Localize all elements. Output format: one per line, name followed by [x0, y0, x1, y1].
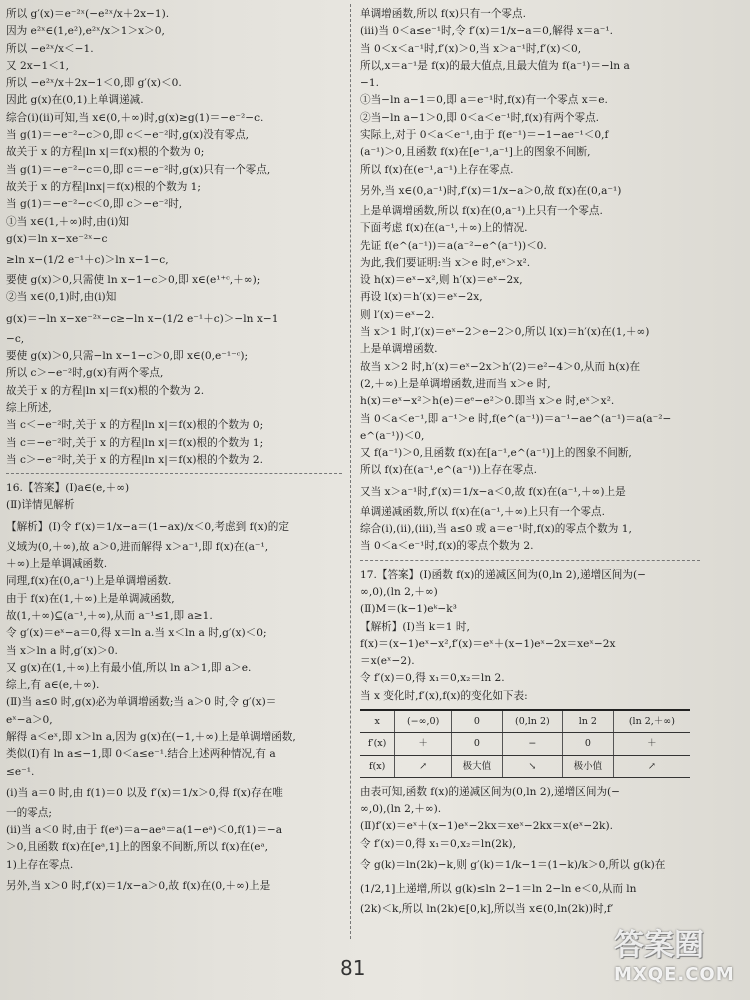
text-line: 下面考虑 f(x)在(a⁻¹,＋∞)上的情况. — [360, 222, 528, 235]
text-line: 单调增函数,所以 f(x)只有一个零点. — [360, 8, 526, 20]
table-row — [360, 733, 690, 755]
watermark-site: MXQE.COM — [614, 964, 735, 985]
section-divider — [6, 473, 342, 474]
text-line: (ii)当 a＜0 时,由于 f(eᵃ)＝a−aeᵃ＝a(1−eᵃ)＜0,f(1)＝−a — [6, 824, 283, 837]
text-line: 当 x 变化时,f′(x),f(x)的变化如下表: — [360, 689, 528, 702]
text-line: 综上所述, — [6, 401, 52, 414]
variation-table — [360, 709, 690, 778]
table-cell: ↗ — [395, 755, 452, 777]
table-cell: f′(x) — [360, 733, 395, 755]
text-line: 又 2x−1＜1, — [6, 59, 69, 72]
text-line: 所以 −e²ˣ/x＜−1. — [6, 42, 94, 55]
text-line: 当 g(1)＝−e⁻²−c＜0,即 c＞−e⁻²时, — [6, 198, 183, 211]
text-line: 故关于 x 的方程|lnx|＝f(x)根的个数为 1; — [6, 180, 201, 193]
text-line: ＋∞)上是单调减函数. — [6, 558, 108, 571]
text-line: 故关于 x 的方程|ln x|＝f(x)根的个数为 2. — [6, 384, 205, 397]
watermark-logo-text: 答案圈 — [614, 928, 704, 963]
text-line: 由于 f(x)在(1,＋∞)上是单调减函数, — [6, 592, 175, 605]
text-line: 所以 f(x)在(e⁻¹,a⁻¹)上存在零点. — [360, 163, 514, 176]
table-cell: (ln 2,＋∞) — [613, 710, 690, 733]
text-line: 为此,我们要证明:当 x＞e 时,eˣ＞x². — [360, 256, 531, 269]
text-line: 令 f′(x)＝0,得 x₁＝0,x₂＝ln 2. — [360, 672, 505, 685]
text-line: ≤e⁻¹. — [6, 765, 35, 778]
text-line: ②当 x∈(0,1)时,由(i)知 — [6, 291, 117, 304]
text-line: (1/2,1]上递增,所以 g(k)≤ln 2−1＝ln 2−ln e＜0,从而 ln — [360, 883, 637, 896]
text-line: 先证 f(e^(a⁻¹))＝a(a⁻²−e^(a⁻¹))＜0. — [360, 239, 547, 252]
text-line: 当 c＞−e⁻²时,关于 x 的方程|ln x|＝f(x)根的个数为 2. — [6, 453, 264, 466]
text-line: 当 0＜a＜e⁻¹,即 a⁻¹＞e 时,f(e^(a⁻¹))＝a⁻¹−ae^(a⁻¹)＝a(a⁻²− — [360, 412, 672, 425]
section-divider — [360, 560, 700, 561]
text-line: 所以 c＞−e⁻²时,g(x)有两个零点, — [6, 367, 164, 380]
text-line: 当 0＜a＜e⁻¹时,f(x)的零点个数为 2. — [360, 540, 534, 553]
table-cell: (0,ln 2) — [502, 710, 562, 733]
page-number: 81 — [340, 956, 366, 980]
text-line: 当 c＜−e⁻²时,关于 x 的方程|ln x|＝f(x)根的个数为 0; — [6, 419, 264, 432]
text-line: 故关于 x 的方程|ln x|＝f(x)根的个数为 0; — [6, 146, 205, 159]
text-line: 所以,x＝a⁻¹是 f(x)的最大值点,且最大值为 f(a⁻¹)＝−ln a — [360, 59, 630, 72]
text-line: (iii)当 0＜a≤e⁻¹时,令 f′(x)＝1/x−a＝0,解得 x＝a⁻¹. — [360, 25, 613, 38]
table-cell: − — [502, 733, 562, 755]
text-line: 故当 x＞2 时,h′(x)＝eˣ−2x＞h′(2)＝e²−4＞0,从而 h(x)在 — [360, 360, 641, 373]
text-line: (Ⅱ)M＝(k−1)eᵏ−k³ — [360, 603, 457, 616]
table-row — [360, 755, 690, 777]
text-line: 另外,当 x∈(0,a⁻¹)时,f′(x)＝1/x−a＞0,故 f(x)在(0,a⁻¹) — [360, 184, 622, 197]
text-line: (Ⅱ)当 a≤0 时,g(x)必为单调增函数;当 a＞0 时,令 g′(x)＝ — [6, 696, 277, 709]
text-line: 又当 x＞a⁻¹时,f′(x)＝1/x−a＜0,故 f(x)在(a⁻¹,＋∞)上是 — [360, 485, 626, 498]
text-line: ①当 x∈(1,＋∞)时,由(i)知 — [6, 215, 129, 228]
text-line: ＝x(eˣ−2). — [360, 655, 415, 668]
text-line: f(x)＝(x−1)eˣ−x²,f′(x)＝eˣ＋(x−1)eˣ−2x＝xeˣ−2x — [360, 637, 616, 650]
text-line: −1. — [360, 77, 379, 90]
text-line: 另外,当 x＞0 时,f′(x)＝1/x−a＞0,故 f(x)在(0,＋∞)上是 — [6, 880, 271, 893]
text-line: 当 x＞1 时,l′(x)＝eˣ−2＞e−2＞0,所以 l(x)＝h′(x)在(1,＋∞) — [360, 326, 650, 339]
text-line: h(x)＝eˣ−x²＞h(e)＝eᵉ−e²＞0.即当 x＞e 时,eˣ＞x². — [360, 395, 615, 408]
q16-answer: 16.【答案】(Ⅰ)a∈(e,＋∞) — [6, 482, 130, 495]
text-line: g(x)＝ln x−xe⁻²ˣ−c — [6, 232, 108, 245]
q17-solution-start: 【解析】(Ⅰ)当 k＝1 时, — [360, 620, 470, 633]
table-cell: x — [360, 710, 395, 733]
text-line: 综上,有 a∈(e,＋∞). — [6, 679, 100, 692]
text-line: 所以 g′(x)＝e⁻²ˣ(−e²ˣ/x＋2x−1). — [6, 8, 170, 20]
table-cell: (−∞,0) — [395, 710, 452, 733]
text-line: (a⁻¹)＞0,且函数 f(x)在[e⁻¹,a⁻¹]上的图象不间断, — [360, 146, 591, 159]
text-line: 当 x＞ln a 时,g′(x)＞0. — [6, 644, 118, 657]
right-column — [360, 6, 700, 918]
text-line: 1)上存在零点. — [6, 858, 74, 871]
text-line: ①当−ln a−1＝0,即 a＝e⁻¹时,f(x)有一个零点 x＝e. — [360, 94, 608, 107]
text-line: 实际上,对于 0＜a＜e⁻¹,由于 f(e⁻¹)＝−1−ae⁻¹＜0,f — [360, 129, 609, 142]
table-cell: 0 — [451, 710, 502, 733]
text-line: (2k)＜k,所以 ln(2k)∈[0,k],所以当 x∈(0,ln(2k))时,f′ — [360, 903, 614, 916]
text-line: 由表可知,函数 f(x)的递减区间为(0,ln 2),递增区间为(− — [360, 785, 621, 798]
text-line: 再设 l(x)＝h′(x)＝eˣ−2x, — [360, 291, 483, 304]
text-line: 当 g(1)＝−e⁻²−c＞0,即 c＜−e⁻²时,g(x)没有零点, — [6, 129, 250, 142]
table-cell: f(x) — [360, 755, 395, 777]
text-line: 综合(i)(ii)可知,当 x∈(0,＋∞)时,g(x)≥g(1)＝−e⁻²−c. — [6, 111, 264, 124]
text-line: 类似(Ⅰ)有 ln a≤−1,即 0＜a≤e⁻¹.结合上述两种情况,有 a — [6, 748, 276, 761]
column-divider — [350, 4, 351, 939]
text-line: ＞0,且函数 f(x)在[eᵃ,1]上的图象不间断,所以 f(x)在(eᵃ, — [6, 841, 269, 854]
text-line: 单调递减函数,所以 f(x)在(a⁻¹,＋∞)上只有一个零点. — [360, 505, 605, 518]
q16-solution-start: 【解析】(Ⅰ)令 f′(x)＝1/x−a＝(1−ax)/x＜0,考虑到 f(x)的定 — [6, 520, 289, 533]
left-column — [6, 6, 342, 898]
text-line: 因此 g(x)在(0,1)上单调递减. — [6, 94, 144, 107]
table-cell: ＋ — [395, 733, 452, 755]
text-line: 则 l′(x)＝eˣ−2. — [360, 308, 435, 321]
table-cell: ↗ — [613, 755, 690, 777]
text-line: 因为 e²ˣ∈(1,e²),e²ˣ/x＞1＞x＞0, — [6, 25, 165, 38]
text-line: ②当−ln a−1＞0,即 0＜a＜e⁻¹时,f(x)有两个零点. — [360, 111, 600, 124]
text-line: 当 0＜x＜a⁻¹时,f′(x)＞0,当 x＞a⁻¹时,f′(x)＜0, — [360, 42, 582, 55]
text-line: eˣ−a＞0, — [6, 713, 53, 726]
text-line: 所以 f(x)在(a⁻¹,e^(a⁻¹))上存在零点. — [360, 464, 537, 477]
table-cell: 极小值 — [562, 755, 613, 777]
text-line: 要使 g(x)＞0,只需使 ln x−1−c＞0,即 x∈(e¹⁺ᶜ,＋∞); — [6, 274, 261, 287]
text-line: 令 f′(x)＝0,得 x₁＝0,x₂＝ln(2k), — [360, 837, 516, 850]
text-line: 当 g(1)＝−e⁻²−c＝0,即 c＝−e⁻²时,g(x)只有一个零点, — [6, 163, 271, 176]
text-line: 令 g(k)＝ln(2k)−k,则 g′(k)＝1/k−1＝(1−k)/k＞0,所以 g(k)在 — [360, 859, 666, 872]
text-line: 同理,f(x)在(0,a⁻¹)上是单调增函数. — [6, 575, 172, 588]
table-cell: 0 — [562, 733, 613, 755]
text-line: 又 f(a⁻¹)＞0,且函数 f(x)在[a⁻¹,e^(a⁻¹)]上的图象不间断, — [360, 447, 632, 460]
text-line: (Ⅱ)详情见解析 — [6, 499, 75, 512]
text-line: 一的零点; — [6, 806, 52, 819]
text-line: 故(1,＋∞)⊆(a⁻¹,＋∞),从而 a⁻¹≤1,即 a≥1. — [6, 609, 213, 622]
table-cell: 极大值 — [451, 755, 502, 777]
text-line: ∞,0),(ln 2,＋∞). — [360, 803, 442, 816]
text-line: ≥ln x−(1/2 e⁻¹＋c)＞ln x−1−c, — [6, 254, 169, 267]
watermark-logo — [614, 920, 744, 994]
text-line: (i)当 a＝0 时,由 f(1)＝0 以及 f′(x)＝1/x＞0,得 f(x)存在唯 — [6, 786, 283, 799]
text-line: 令 g′(x)＝eˣ−a＝0,得 x＝ln a.当 x＜ln a 时,g′(x)＜0; — [6, 627, 267, 640]
text-line: 所以 −e²ˣ/x＋2x−1＜0,即 g′(x)＜0. — [6, 77, 182, 90]
text-line: e^(a⁻¹))＜0, — [360, 429, 425, 442]
table-cell: ln 2 — [562, 710, 613, 733]
text-line: 当 c＝−e⁻²时,关于 x 的方程|ln x|＝f(x)根的个数为 1; — [6, 436, 264, 449]
text-line: 设 h(x)＝eˣ−x²,则 h′(x)＝eˣ−2x, — [360, 274, 523, 287]
text-line: ∞,0),(ln 2,＋∞) — [360, 585, 438, 598]
text-line: g(x)＝−ln x−xe⁻²ˣ−c≥−ln x−(1/2 e⁻¹＋c)＞−ln x−1 — [6, 312, 279, 325]
text-line: 要使 g(x)＞0,只需−ln x−1−c＞0,即 x∈(0,e⁻¹⁻ᶜ); — [6, 350, 249, 363]
table-cell: ↘ — [502, 755, 562, 777]
text-line: 上是单调增函数,所以 f(x)在(0,a⁻¹)上只有一个零点. — [360, 204, 603, 217]
text-line: 上是单调增函数. — [360, 343, 438, 356]
text-line: (2,＋∞)上是单调增函数,进而当 x＞e 时, — [360, 377, 551, 390]
text-line: 综合(i),(ii),(iii),当 a≤0 或 a＝e⁻¹时,f(x)的零点个数为 1, — [360, 523, 632, 536]
text-line: 解得 a＜eˣ,即 x＞ln a,因为 g(x)在(−1,＋∞)上是单调增函数, — [6, 730, 296, 743]
table-row — [360, 710, 690, 733]
q17-answer: 17.【答案】(Ⅰ)函数 f(x)的递减区间为(0,ln 2),递增区间为(− — [360, 568, 646, 581]
table-cell: ＋ — [613, 733, 690, 755]
text-line: 义域为(0,＋∞),故 a＞0,进而解得 x＞a⁻¹,即 f(x)在(a⁻¹, — [6, 540, 269, 553]
text-line: 又 g(x)在(1,＋∞)上有最小值,所以 ln a＞1,即 a＞e. — [6, 661, 252, 674]
table-cell: 0 — [451, 733, 502, 755]
text-line: −c, — [6, 332, 25, 345]
text-line: (Ⅱ)f′(x)＝eˣ＋(x−1)eˣ−2kx＝xeˣ−2kx＝x(eˣ−2k). — [360, 820, 613, 833]
